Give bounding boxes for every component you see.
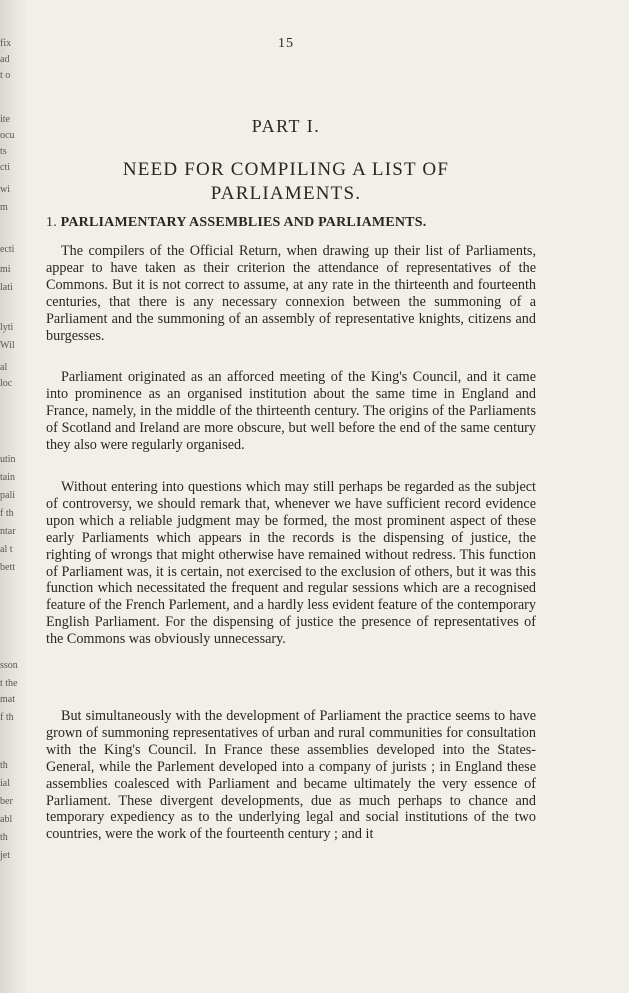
previous-page-gutter: [0, 0, 26, 993]
gutter-fragment: t the: [0, 678, 18, 689]
gutter-fragment: th: [0, 760, 8, 771]
page-number: 15: [278, 36, 294, 51]
gutter-fragment: jet: [0, 850, 10, 861]
gutter-fragment: sson: [0, 660, 18, 671]
gutter-fragment: ber: [0, 796, 13, 807]
gutter-fragment: cti: [0, 162, 10, 173]
body-paragraph: Parliament originated as an afforced meeting of the King's Council, and it came into prominence as an organised institution about the same time in England and France, namely, in the middle of the thirteenth century. The origins of the Parliaments of Scotland and Ireland are more obscure, but well before the end of the same century they also were regularly organised.: [46, 369, 536, 453]
body-paragraph: But simultaneously with the development of Parliament the practice seems to have grown of summoning representatives of urban and rural communities for consultation with the King's Council. In France these assemblies developed into the States-General, while the Parlement developed into a company of jurists ; in England these assemblies coalesced with Parliament and became ultimately the very essence of Parliament. These divergent developments, due as much perhaps to chance and temporary expediency as to the underlying legal and social institutions of the two countries, were the work of the fourteenth century ; and it: [46, 708, 536, 843]
gutter-fragment: utin: [0, 454, 16, 465]
gutter-fragment: lyti: [0, 322, 14, 333]
gutter-fragment: pali: [0, 490, 15, 501]
section-heading: [46, 215, 556, 231]
gutter-fragment: ecti: [0, 244, 15, 255]
section-number: 1.: [46, 215, 57, 230]
gutter-fragment: mi: [0, 264, 11, 275]
gutter-fragment: ad: [0, 54, 10, 65]
gutter-fragment: fix: [0, 38, 12, 49]
gutter-fragment: ntar: [0, 526, 16, 537]
gutter-fragment: ts: [0, 146, 7, 157]
body-paragraph: The compilers of the Official Return, when drawing up their list of Parliaments, appear to have taken as their criterion the attendance of representatives of the Commons. But it is not correct to assume, at any rate in the thirteenth and fourteenth centuries, that there is any necessary connexion between the summoning of a Parliament and the summoning of an assembly of representative knights, citizens and burgesses.: [46, 243, 536, 344]
gutter-fragment: al: [0, 362, 8, 373]
gutter-fragment: wi: [0, 184, 10, 195]
gutter-fragment: th: [0, 832, 8, 843]
gutter-fragment: ite: [0, 114, 10, 125]
gutter-fragment: abl: [0, 814, 13, 825]
section-title: PARLIAMENTARY ASSEMBLIES AND PARLIAMENTS.: [60, 215, 427, 230]
body-paragraph: Without entering into questions which may still perhaps be regarded as the subject of controversy, we should remark that, whenever we have sufficient record evidence upon which a reliable judgment may be formed, the most prominent aspect of these early Parliaments which appears in the records is the dispensing of justice, the righting of wrongs that might otherwise have remained without redress. This function of Parliament was, it is certain, not exercised to the exclusion of others, but it was this function which necessitated the frequent and regular sessions which are a recognised feature of the French Parlement, and a hardly less evident feature of the contemporary English Parliament. For the dispensing of justice the presence of representatives of the Commons was obviously unnecessary.: [46, 479, 536, 648]
chapter-title-line: PARLIAMENTS.: [210, 183, 362, 204]
gutter-fragment: tain: [0, 472, 15, 483]
gutter-fragment: f th: [0, 508, 14, 519]
book-page: [36, 0, 596, 993]
gutter-fragment: loc: [0, 378, 13, 389]
chapter-title: [36, 158, 536, 206]
chapter-title-line: NEED FOR COMPILING A LIST OF: [122, 159, 450, 180]
gutter-fragment: ocu: [0, 130, 15, 141]
gutter-fragment: ial: [0, 778, 10, 789]
part-title: PART I.: [251, 116, 321, 136]
gutter-fragment: mat: [0, 694, 15, 705]
gutter-fragment: m: [0, 202, 8, 213]
gutter-fragment: Wil: [0, 340, 15, 351]
gutter-fragment: lati: [0, 282, 13, 293]
gutter-fragment: bett: [0, 562, 15, 573]
gutter-fragment: t o: [0, 70, 11, 81]
gutter-fragment: al t: [0, 544, 13, 555]
gutter-fragment: f th: [0, 712, 14, 723]
